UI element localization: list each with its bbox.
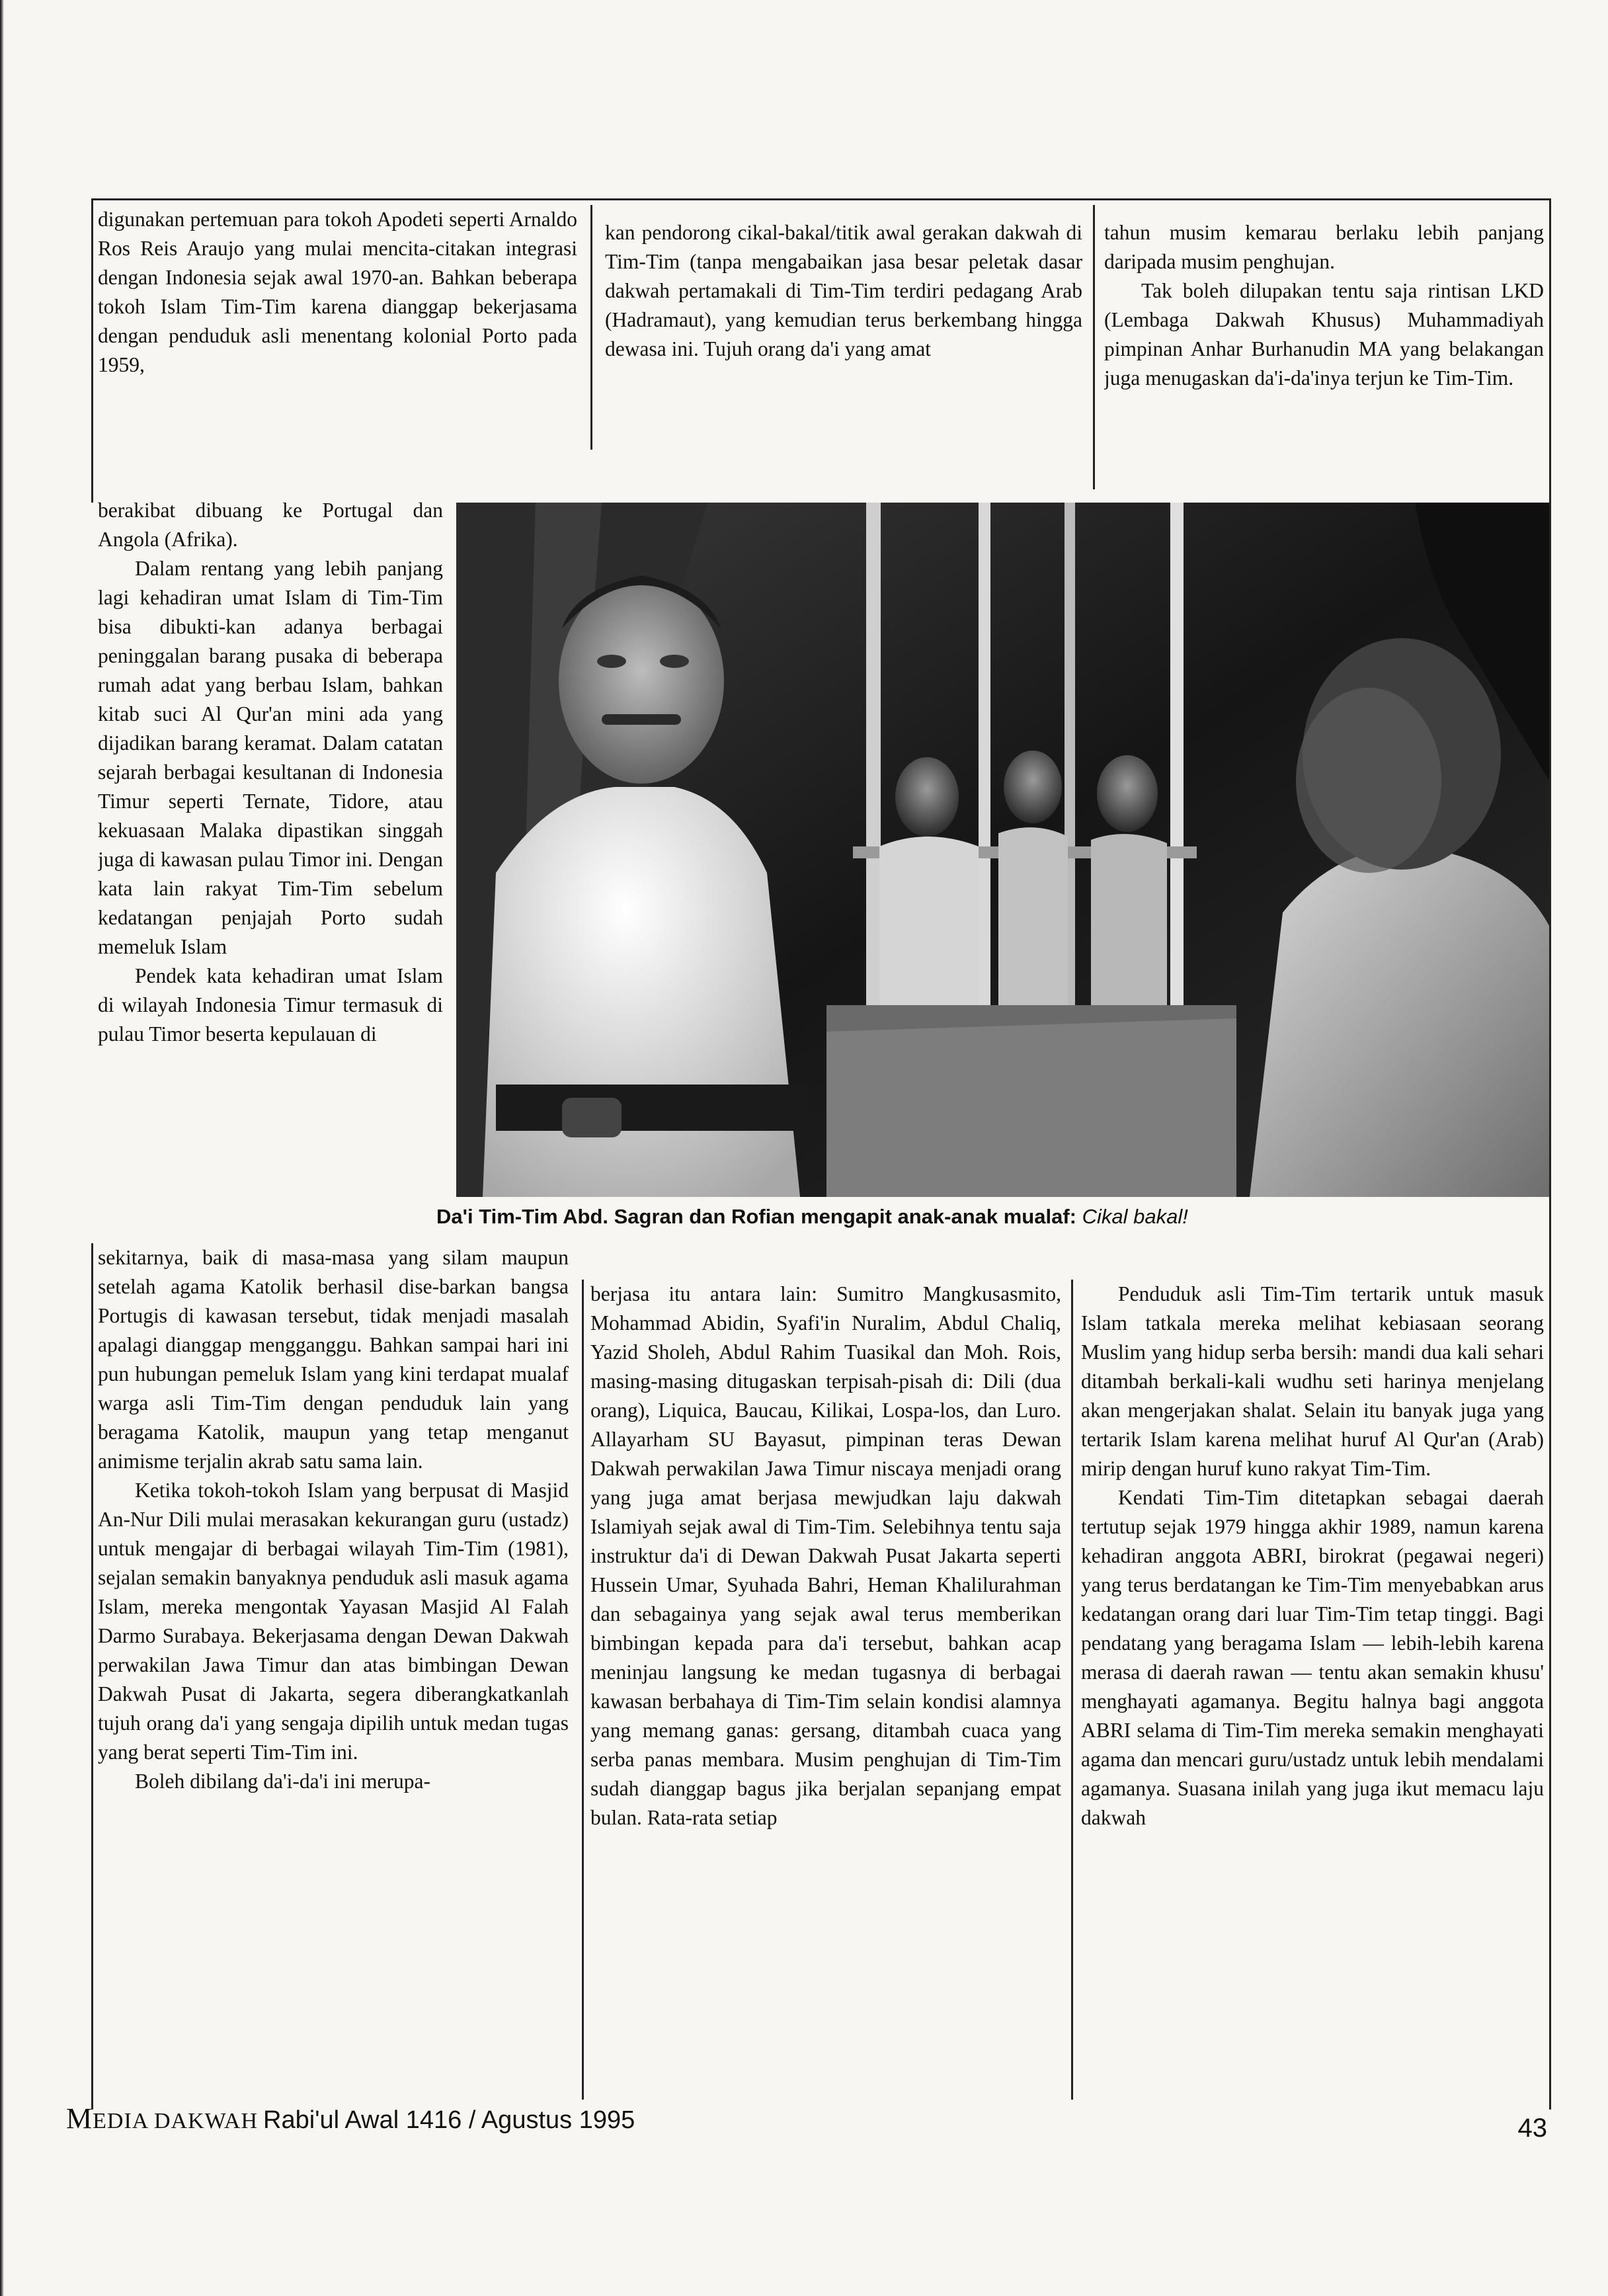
paragraph: Tak boleh dilupakan tentu saja rintisan LKD (Lembaga Dakwah Khusus) Muhammadiyah pimpinan Anhar Burhanudin MA yang belakangan juga menugaskan da'i-da'inya terjun ke Tim-Tim.	[1104, 279, 1544, 390]
article-column-left-top	[98, 205, 577, 496]
paragraph: Penduduk asli Tim-Tim tertarik untuk masuk Islam tatkala mereka melihat kebiasaan seorang Muslim yang hidup serba bersih: mandi dua kali sehari ditambah berkali-kali wudhu seti harinya menjelang akan mengerjakan shalat. Selain itu banyak juga yang tertarik Islam karena melihat huruf Al Qur'an (Arab) mirip dengan huruf kuno rakyat Tim-Tim.	[1081, 1282, 1544, 1480]
caption-italic-text: Cikal bakal!	[1082, 1205, 1188, 1228]
caption-text: Da'i Tim-Tim Abd. Sagran dan Rofian mengapit anak-anak mualaf:	[436, 1205, 1076, 1228]
paragraph: sekitarnya, baik di masa-masa yang silam maupun setelah agama Katolik berhasil dise-barkan bangsa Portugis di kawasan tersebut, tidak menjadi masalah apalagi dianggap mengganggu. Bahkan sampai hari ini pun hubungan pemeluk Islam yang kini terdapat mualaf warga asli Tim-Tim dengan penduduk lain yang beragama Katolik, maupun yang tetap menganut animisme terjalin akrab satu sama lain.	[98, 1246, 569, 1473]
magazine-name-initial: M	[66, 2102, 93, 2135]
column-rule-1-top	[590, 205, 592, 450]
frame-left-rule-top	[91, 198, 93, 503]
article-photo	[456, 503, 1549, 1197]
article-column-right-top	[1104, 218, 1544, 496]
article-column-middle-top	[605, 218, 1082, 476]
page-edge-shadow	[0, 0, 4, 2296]
paragraph: digunakan pertemuan para tokoh Apodeti seperti Arnaldo Ros Reis Araujo yang mulai mencita-citakan integrasi dengan Indonesia sejak awal 1970-an. Bahkan beberapa tokoh Islam Tim-Tim karena dianggap bekerjasama dengan penduduk asli menentang kolonial Porto pada 1959,	[98, 208, 577, 376]
page-number: 43	[1517, 2113, 1547, 2143]
paragraph: tahun musim kemarau berlaku lebih panjang daripada musim penghujan.	[1104, 221, 1544, 273]
paragraph: kan pendorong cikal-bakal/titik awal gerakan dakwah di Tim-Tim (tanpa mengabaikan jasa besar peletak dasar dakwah pertamakali di Tim-Tim terdiri pedagang Arab (Hadramaut), yang kemudian terus berkembang hingga dewasa ini. Tujuh orang da'i yang amat	[605, 221, 1082, 360]
column-rule-2-bottom	[1071, 1280, 1073, 2100]
paragraph: berjasa itu antara lain: Sumitro Mangkusasmito, Mohammad Abidin, Syafi'in Nuralim, Abdul Chaliq, Yazid Sholeh, Abdul Rahim Tuasikal dan Moh. Rois, masing-masing ditugaskan terpisah-pisah di: Dili (dua orang), Liquica, Baucau, Kilikai, Lospa-los, dan Luro. Allayarham SU Bayasut, pimpinan teras Dewan Dakwah perwakilan Jawa Timur niscaya menjadi orang yang juga amat berjasa mewjudkan laju dakwah Islamiyah sejak awal di Tim-Tim. Selebihnya tentu saja instruktur da'i di Dewan Dakwah Pusat Jakarta seperti Hussein Umar, Syuhada Bahri, Heman Khalilurahman dan sebagainya yang sejak awal terus memberikan bimbingan kepada para da'i tersebut, bahkan acap meninjau langsung ke medan tugasnya di berbagai kawasan berbahaya di Tim-Tim selain kondisi alamnya yang memang ganas: gersang, ditambah cuaca yang serba panas membara. Musim penghujan di Tim-Tim sudah dianggap bagus jika berjalan sepanjang empat bulan. Rata-rata setiap	[590, 1282, 1061, 1829]
frame-top-rule	[91, 198, 1551, 200]
article-column-left-bottom	[98, 1243, 569, 2103]
paragraph: Ketika tokoh-tokoh Islam yang berpusat di Masjid An-Nur Dili mulai merasakan kekurangan guru (ustadz) untuk mengajar di berbagai wilayah Tim-Tim (1981), sejalan semakin banyaknya penduduk asli masuk agama Islam, mereka mengontak Yayasan Masjid Al Falah Darmo Surabaya. Bekerjasama dengan Dewan Dakwah perwakilan Jawa Timur dan atas bimbingan Dewan Dakwah Pusat di Jakarta, segera diberangkatkanlah tujuh orang da'i yang sengaja dipilih untuk medan tugas yang berat seperti Tim-Tim ini.	[98, 1479, 569, 1764]
photo-caption	[436, 1205, 1574, 1229]
masthead	[66, 2102, 635, 2135]
paragraph: Kendati Tim-Tim ditetapkan sebagai daerah tertutup sejak 1979 hingga akhir 1989, namun karena kehadiran anggota ABRI, birokrat (pegawai negeri) yang terus berdatangan ke Tim-Tim menyebabkan arus kedatangan orang dari luar Tim-Tim tetap tinggi. Bagi pendatang yang beragama Islam — lebih-lebih karena merasa di daerah rawan — tentu akan semakin khusu' menghayati agamanya. Begitu halnya bagi anggota ABRI selama di Tim-Tim mereka semakin menghayati agama dan mencari guru/ustadz untuk lebih mendalami agamanya. Suasana inilah yang juga ikut memacu laju dakwah	[1081, 1486, 1544, 1829]
frame-left-rule-bottom	[91, 1243, 93, 2110]
page-footer	[66, 2102, 1554, 2154]
column-rule-1-bottom	[582, 1280, 584, 2100]
article-column-left-narrow	[98, 496, 443, 1243]
magazine-name	[66, 2102, 258, 2135]
paragraph: Boleh dibilang da'i-da'i ini merupa-	[135, 1770, 430, 1793]
photo-illustration	[456, 503, 1549, 1197]
article-column-middle-bottom	[590, 1280, 1061, 2100]
magazine-name-rest: EDIA DAKWAH	[93, 2109, 259, 2133]
paragraph: berakibat dibuang ke Portugal dan Angola (Afrika).	[98, 499, 443, 551]
article-column-right-bottom	[1081, 1280, 1544, 2100]
frame-right-rule	[1549, 198, 1551, 2110]
paragraph: Dalam rentang yang lebih panjang lagi kehadiran umat Islam di Tim-Tim bisa dibukti-kan adanya berbagai peninggalan barang pusaka di beberapa rumah adat yang berbau Islam, bahkan kitab suci Al Qur'an mini ada yang dijadikan barang keramat. Dalam catatan sejarah berbagai kesultanan di Indonesia Timur seperti Ternate, Tidore, atau kekuasaan Malaka dipastikan singgah juga di kawasan pulau Timor ini. Dengan kata lain rakyat Tim-Tim sebelum kedatangan penjajah Porto sudah memeluk Islam	[98, 557, 443, 958]
paragraph: Pendek kata kehadiran umat Islam di wilayah Indonesia Timur termasuk di pulau Timor beserta kepulauan di	[98, 964, 443, 1046]
column-rule-2-top	[1093, 205, 1095, 489]
issue-date: Rabi'ul Awal 1416 / Agustus 1995	[263, 2106, 635, 2134]
